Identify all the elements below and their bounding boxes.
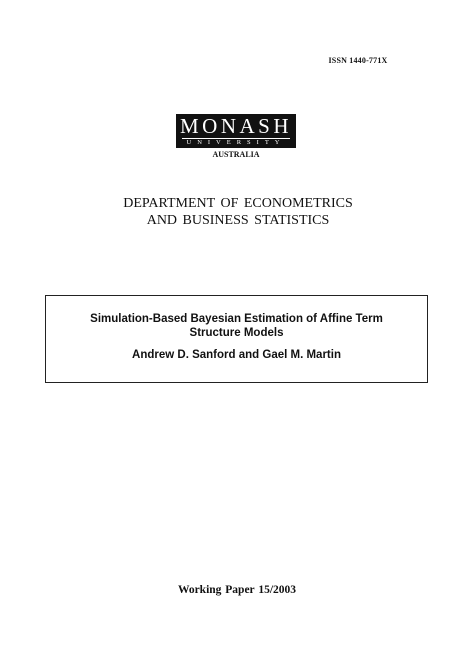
monash-university-logo (176, 114, 296, 148)
paper-title-box (45, 295, 428, 383)
country-label: AUSTRALIA (212, 150, 260, 159)
paper-title-line: Structure Models (189, 327, 284, 339)
paper-authors: Andrew D. Sanford and Gael M. Martin (132, 349, 341, 361)
paper-title-line: Simulation-Based Bayesian Estimation of Affine Term (90, 313, 383, 325)
logo-wordmark: MONASH (179, 114, 292, 138)
department-line: AND BUSINESS STATISTICS (146, 213, 330, 228)
issn-number: ISSN 1440-771X (328, 56, 388, 65)
paper-title (56, 312, 417, 340)
department-line: DEPARTMENT OF ECONOMETRICS (123, 196, 353, 211)
department-heading (60, 195, 416, 229)
working-paper-number: Working Paper 15/2003 (177, 584, 297, 596)
logo-subtitle: UNIVERSITY (186, 139, 286, 146)
